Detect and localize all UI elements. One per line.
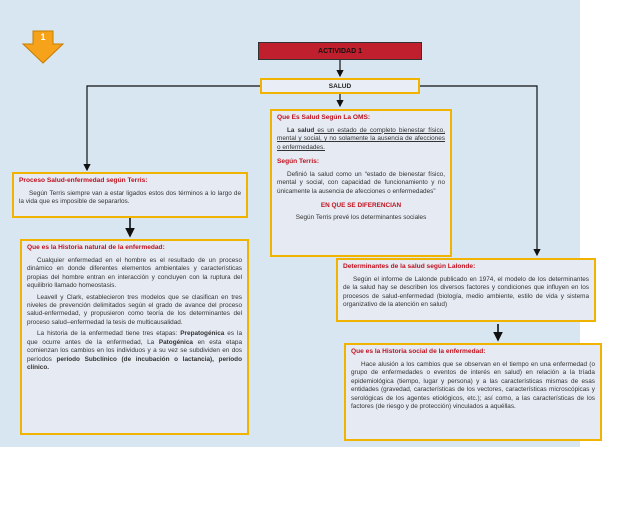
proceso-title: Proceso Salud-enfermedad según Terris:	[19, 177, 148, 184]
historia-natural-p2: Leavell y Clark, establecieron tres modelos que se clasifican en tres niveles de prevención delimitados según el grado de avance del proceso salud-enfermedad, y propusieron como teoría de los determinantes del proceso salud–enfermedad la tesis de multicausalidad.	[27, 293, 242, 326]
historia-natural-title: Que es la Historia natural de la enfermedad:	[27, 244, 165, 251]
step-number: 1	[40, 32, 46, 42]
terris-title: Según Terris:	[277, 158, 320, 166]
oms-title: Que Es Salud Según La OMS:	[277, 114, 371, 121]
historia-natural-box	[20, 239, 249, 435]
historia-social-title: Que es la Historia social de la enfermedad:	[351, 348, 486, 355]
step-number-badge	[22, 30, 64, 64]
historia-natural-p1: Cualquier enfermedad en el hombre es el resultado de un proceso dinámico en donde diferentes elementos ambientales y características propias del hombre entran en interacción y concluyen con la ruptura del equilibrio llamado homeostasis.	[27, 256, 242, 290]
difference-title: EN QUE SE DIFERENCIAN	[320, 202, 402, 210]
determinantes-text: Según el informe de Lalonde publicado en 1974, el modelo de los determinantes de la salud hay se describen los diversos factores y condiciones que influyen en los procesos de salud-enfermedad (biología, medio ambiente, estilo de vida y sistema organizativo de la atención en salud)	[343, 275, 589, 309]
historia-social-box	[344, 343, 602, 441]
proceso-text: Según Terris siempre van a estar ligados estos dos términos a lo largo de la vida que es imposible de separarlos.	[19, 189, 241, 206]
oms-box	[270, 109, 452, 257]
determinantes-title: Determinantes de la salud según Lalonde:	[343, 263, 476, 270]
determinantes-box	[336, 258, 596, 322]
difference-text: Según Terris prevé los determinantes sociales	[295, 213, 427, 221]
salud-node: SALUD	[260, 78, 420, 94]
historia-social-text: Hace alusión a los cambios que se observan en el tiempo en una enfermedad (o grupo de enfermedades o eventos de interés en salud) en relación a la tríada epidemiológica (tiempo, lugar y persona) y a las características mismas de esas entidades (gravedad, características de los vectores, características microscópicas y serológicas de los agentes etiológicos, etc.); así como, a las características de los factores (de riesgo y de protección) vinculados a aquéllas.	[351, 360, 595, 410]
connector-salud-proceso	[87, 86, 260, 170]
terris-definition: Definió la salud como un “estado de bienestar físico, mental y social, con capacidad de funcionamiento y no únicamente la ausencia de afecciones o enfermedades”	[277, 170, 445, 195]
proceso-box	[12, 172, 248, 218]
oms-definition: La salud es un estado de completo bienestar físico, mental y social, y no solamente la ausencia de afecciones o enfermedades.	[277, 126, 445, 151]
actividad-header: ACTIVIDAD 1	[258, 42, 422, 60]
historia-natural-p3: La historia de la enfermedad tiene tres etapas: Prepatogénica es la que ocurre antes de la enfermedad, La Patogénica en esta etapa comienzan los cambios en los individuos y a su vez se subdividen en dos períodos período Subclínico (de incubación o lactancia), período clínico.	[27, 330, 243, 372]
